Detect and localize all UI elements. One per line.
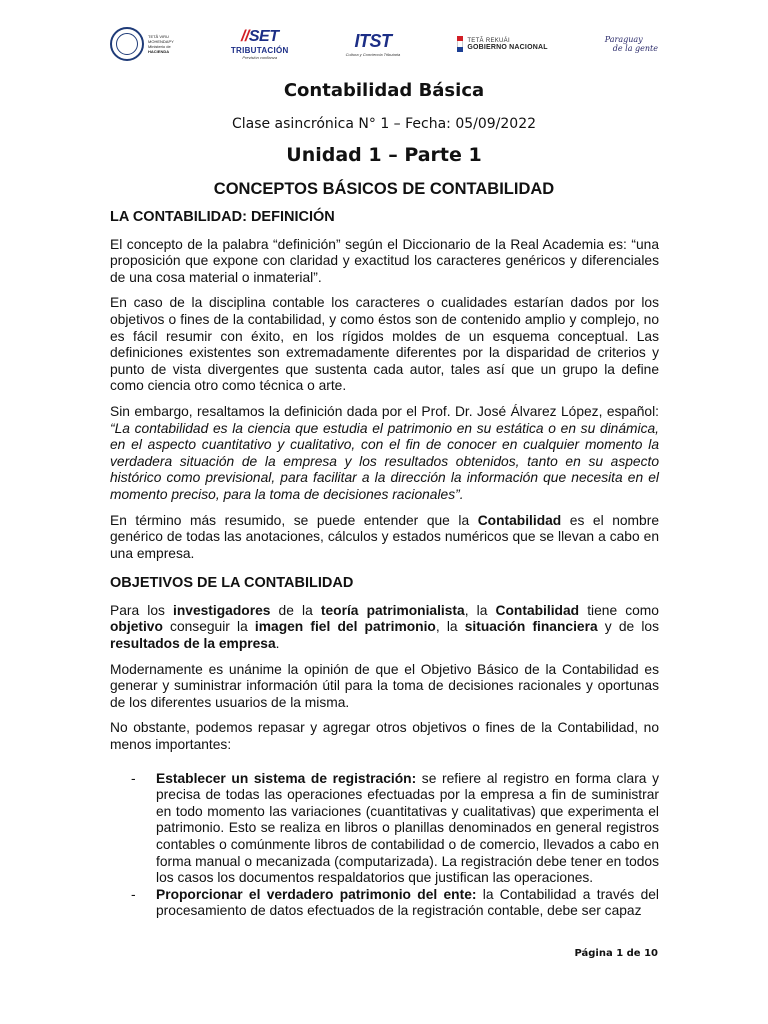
itst-tagline: Cultura y Conciencia Tributaria xyxy=(345,52,401,57)
list-item xyxy=(110,887,659,920)
national-seal-icon xyxy=(110,27,144,61)
paragraph-text: , la xyxy=(435,619,465,635)
paraguay-logo xyxy=(605,35,658,53)
list-item xyxy=(110,771,659,887)
gobierno-logo xyxy=(457,36,547,52)
list-dash: - xyxy=(131,770,136,786)
page-number: Página 1 de 10 xyxy=(574,948,658,959)
list-item-text: se refiere al registro en forma clara y precisa de todas las operaciones efectuadas por la empresa a fin de suministrar en todo momento las variaciones (cuantitativas y cualitativas) que experimenta el patrimonio. Esto se realiza en libros o planillas denominados en general registros contables o comúnmente libros de contabilidad o de comercio, llevados a cabo en forma manual o mecanizada (computarizada). La registración debe tener en todos los casos los documentos respaldatorios que justifican las operaciones. xyxy=(156,770,659,886)
logo-strip xyxy=(110,18,658,70)
paragraph-text: En término más resumido, se puede entender que la xyxy=(110,512,478,528)
bold-term: situación financiera xyxy=(464,619,598,635)
bold-term: Contabilidad xyxy=(495,602,580,618)
itst-logo xyxy=(346,31,401,57)
class-info: Clase asincrónica N° 1 – Fecha: 05/09/2022 xyxy=(231,116,537,132)
paraguay-line1: Paraguay xyxy=(604,35,643,44)
list-item-title: Establecer un sistema de registración: xyxy=(156,770,417,786)
hacienda-line3: Ministerio de xyxy=(148,44,171,49)
list-dash: - xyxy=(131,886,136,902)
alvarez-quote: “La contabilidad es la ciencia que estudia el patrimonio en su estática o en su dinámica, en el aspecto cuantitativo y cualitativo, con el fin de conocer en cualquier momento la verdadera situación de la empresa y los resultados obtenidos, tanto en su aspecto histórico como previsional, para facilitar a la dirección la información que necesita en el momento preciso, para la toma de decisiones racionales”. xyxy=(110,420,659,502)
bold-term: Contabilidad xyxy=(477,512,562,528)
paragraph-definition-2: En caso de la disciplina contable los caracteres o cualidades estarían dados por los objetivos o fines de la contabilidad, y como éstos son de contenido amplio y complejo, no es fácil resumir con éxito, en los rígidos moldes de un esquema conceptual. Las definiciones existentes son extremadamente diferentes por la disparidad de criterios y punto de vista divergentes que sustenta cada autor, tales así que un grupo la define como ciencia otro como técnica o arte. xyxy=(110,295,659,394)
paragraph-text: Para los xyxy=(110,602,174,618)
paragraph-objectives-2: Modernamente es unánime la opinión de que el Objetivo Básico de la Contabilidad es generar y suministrar información útil para la toma de decisiones racionales y oportunas de los diferentes usuarios de la misma. xyxy=(110,661,659,710)
paragraph-definition-3 xyxy=(110,404,659,504)
paraguay-line2: de la gente xyxy=(612,44,658,53)
paragraph-text: es el nombre genérico de todas las anotaciones, cálculos y estados numéricos que se llevan a cabo en una empresa. xyxy=(110,512,659,561)
gobierno-line1: TETÃ REKUÁI xyxy=(467,37,510,44)
hacienda-line2: MOHENDAPY xyxy=(148,39,174,44)
paragraph-text: tiene como xyxy=(579,602,659,618)
gobierno-line2: GOBIERNO NACIONAL xyxy=(467,43,548,51)
topic-title: CONCEPTOS BÁSICOS DE CONTABILIDAD xyxy=(213,180,555,198)
hacienda-line1: TETÃ VIRU xyxy=(148,34,169,39)
document-body xyxy=(110,209,659,920)
hacienda-line4: HACIENDA xyxy=(148,49,170,54)
bold-term: investigadores xyxy=(173,602,271,618)
set-sub-text: TRIBUTACIÓN xyxy=(230,46,289,55)
course-title: Contabilidad Básica xyxy=(283,80,485,101)
bold-term: resultados de la empresa xyxy=(110,636,276,652)
itst-mark-text: ITST xyxy=(354,31,392,51)
set-tagline: Previsión confianza xyxy=(242,55,278,60)
paragraph-objectives-1 xyxy=(110,603,659,653)
paragraph-intro: Sin embargo, resaltamos la definición dada por el Prof. Dr. José Álvarez López, español: xyxy=(110,403,659,419)
unit-title: Unidad 1 – Parte 1 xyxy=(286,144,482,166)
paragraph-text: , la xyxy=(464,602,496,618)
set-logo xyxy=(231,28,289,60)
paragraph-definition-4 xyxy=(110,513,659,563)
list-item-text: la Contabilidad a través del procesamiento de datos efectuados de la registración contable, debe ser capaz xyxy=(156,886,659,919)
paragraph-text: . xyxy=(275,636,280,652)
list-item-title: Proporcionar el verdadero patrimonio del ente: xyxy=(156,886,477,902)
set-mark-text: SET xyxy=(248,28,279,45)
paragraph-text: y de los xyxy=(597,619,659,635)
paragraph-text: de la xyxy=(270,602,321,618)
bold-term: imagen fiel del patrimonio xyxy=(254,619,436,635)
hacienda-logo xyxy=(110,27,174,61)
paragraph-definition-1: El concepto de la palabra “definición” según el Diccionario de la Real Academia es: “una proposición que expone con claridad y exactitud los caracteres genéricos y diferenciales de una cosa material o inmaterial”. xyxy=(110,236,659,285)
bold-term: teoría patrimonialista xyxy=(320,602,465,618)
paragraph-objectives-3: No obstante, podemos repasar y agregar otros objetivos o fines de la Contabilidad, no menos importantes: xyxy=(110,720,659,753)
paragraph-text: conseguir la xyxy=(162,619,255,635)
flag-icon xyxy=(457,36,463,52)
section-heading-definition: LA CONTABILIDAD: DEFINICIÓN xyxy=(110,209,335,225)
section-heading-objectives: OBJETIVOS DE LA CONTABILIDAD xyxy=(110,575,354,592)
bold-term: objetivo xyxy=(110,619,163,635)
objectives-list xyxy=(110,771,659,920)
set-slash-icon: // xyxy=(240,28,249,45)
